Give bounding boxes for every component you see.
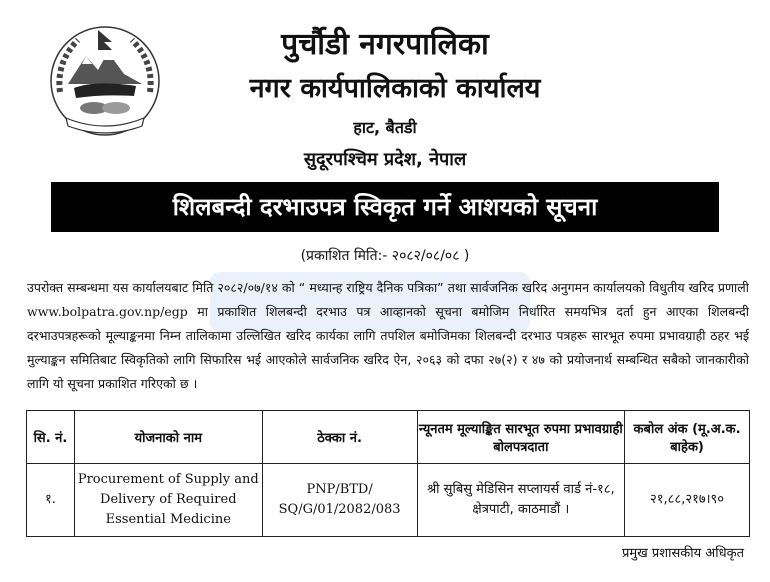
province: सुदूरपश्चिम प्रदेश, नेपाल — [303, 149, 467, 170]
cell-amount: २१,८८,२१७।९० — [625, 464, 750, 537]
col-header-sn: सि. नं. — [27, 411, 75, 464]
notice-title-banner: शिलबन्दी दरभाउपत्र स्विकृत गर्ने आशयको सूचना — [51, 182, 719, 232]
cell-contract: PNP/BTD/ SQ/G/01/2082/083 — [262, 464, 417, 537]
col-header-amount: कबोल अंक (मू.अ.क. बाहेक) — [625, 411, 750, 464]
office-name: नगर कार्यपालिकाको कार्यालय — [249, 73, 541, 104]
cell-sn: १. — [27, 464, 75, 537]
body-part-1: उपरोक्त सम्बन्धमा यस कार्यालयबाट मिति २०८२/०७/१४ को “ मध्यान्ह राष्ट्रिय दैनिक पत्रिका” तथा सार्वजनिक खरिद अनुगमन कार्यालयको विधुतीय खरिद प्रणाली — [27, 280, 749, 295]
table-row — [27, 464, 750, 537]
col-header-bidder: न्यूनतम मूल्याङ्कित सारभूत रुपमा प्रभावग्राही बोलपत्रदाता — [417, 411, 625, 464]
cell-project: Procurement of Supply and Delivery of Required Essential Medicine — [74, 464, 262, 537]
nepal-emblem-icon — [46, 22, 164, 140]
award-table — [26, 410, 750, 537]
col-header-project: योजनाको नाम — [74, 411, 262, 464]
col-header-contract: ठेक्का नं. — [262, 411, 417, 464]
cell-bidder: श्री सुबिसु मेडिसिन सप्लायर्स वार्ड नं-१८, क्षेत्रपाटी, काठमाडौं । — [417, 464, 625, 537]
egp-link[interactable]: www.bolpatra.gov.np/egp — [27, 304, 188, 319]
table-header-row — [27, 411, 750, 464]
address: हाट, बैतडी — [353, 118, 417, 137]
published-date: (प्रकाशित मिति:- २०८२/०८/०८ ) — [300, 248, 470, 264]
notice-body — [27, 276, 749, 396]
municipality-name: पुर्चौडी नगरपालिका — [281, 27, 489, 62]
body-part-2: मा प्रकाशित शिलबन्दी दरभाउ पत्र आव्हानको सूचना बमोजिम निर्धारित समयभित्र दर्ता हुन आएका शिलबन्दी दरभाउपत्रहरूको मूल्याङ्कनमा निम्न तालिकामा उल्लिखित खरिद कार्यका लागि तपशिल बमोजिमका शिलबन्दी दरभाउ पत्रहरू सारभूत रुपमा प्रभावग्राही ठहर भई मुल्याङ्कन समितिबाट स्विकृतिको लागि सिफारिस भई आएकोले सार्वजनिक खरिद ऐन, २०६३ को दफा २७(२) र ४७ को प्रयोजनार्थ सम्बन्धित सबैको जानकारीको लागि यो सूचना प्रकाशित गरिएको छ । — [27, 304, 749, 391]
signature-title: प्रमुख प्रशासकीय अधिकृत — [621, 546, 744, 561]
